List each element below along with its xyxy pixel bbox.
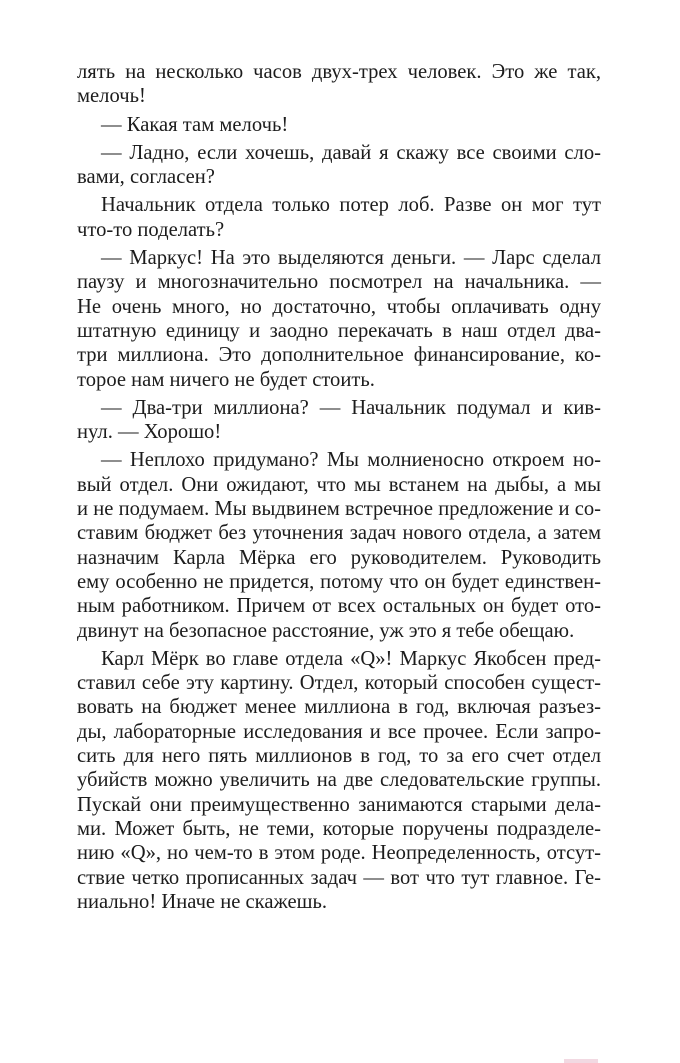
text-line: торое нам ничего не будет стоить. xyxy=(77,368,375,391)
text-line: нул. — Хорошо! xyxy=(77,421,222,444)
text-line: сить для него пять миллионов в год, то за его счет отдел xyxy=(77,745,601,768)
page-edge-mark xyxy=(564,1059,598,1063)
text-line: Начальник отдела только потер лоб. Разве он мог тут xyxy=(101,194,601,217)
text-line: двинут на безопасное расстояние, уж это я тебе обещаю. xyxy=(77,619,575,642)
text-line: назначим Карла Мёрка его руководителем. Руководить xyxy=(77,546,601,569)
text-line: вовать на бюджет менее миллиона в год, включая разъез- xyxy=(77,696,601,719)
text-line: ным работником. Причем от всех остальных он будет ото- xyxy=(77,595,601,618)
text-line: ствие четко прописанных задач — вот что тут главное. Ге- xyxy=(77,866,601,889)
body-text xyxy=(77,60,601,914)
text-line: лять на несколько часов двух-трех человек. Это же так, xyxy=(77,61,601,83)
text-line: три миллиона. Это дополнительное финансирование, ко- xyxy=(77,344,601,367)
text-line: — Маркус! На это выделяются деньги. — Ларс сделал xyxy=(101,247,601,270)
text-line: Пускай они преимущественно занимаются старыми дела- xyxy=(77,793,601,816)
text-line: — Ладно, если хочешь, давай я скажу все своими сло- xyxy=(101,141,601,164)
text-line: Карл Мёрк во главе отдела «Q»! Маркус Якобсен пред- xyxy=(101,647,601,670)
text-line: ды, лабораторные исследования и все прочее. Если запро- xyxy=(77,720,601,743)
text-line: ниально! Иначе не скажешь. xyxy=(77,890,327,913)
text-line: Не очень много, но достаточно, чтобы оплачивать одну xyxy=(77,295,601,318)
text-line: ставим бюджет без уточнения задач нового отдела, а затем xyxy=(77,522,601,545)
text-line: вый отдел. Они ожидают, что мы встанем на дыбы, а мы xyxy=(77,473,601,496)
text-line: нию «Q», но чем-то в этом роде. Неопределенность, отсут- xyxy=(77,842,601,865)
text-line: — Какая там мелочь! xyxy=(101,113,289,136)
text-line: — Два-три миллиона? — Начальник подумал и кив- xyxy=(101,396,601,419)
text-line: и не подумаем. Мы выдвинем встречное предложение и со- xyxy=(77,498,601,521)
text-line: вами, согласен? xyxy=(77,166,215,189)
text-line: убийств можно увеличить на две следовательские группы. xyxy=(77,769,601,792)
text-line: — Неплохо придумано? Мы молниеносно откроем но- xyxy=(101,449,601,472)
text-line: ему особенно не придется, потому что он будет единствен- xyxy=(77,570,601,593)
text-line: ставил себе эту картину. Отдел, который способен сущест- xyxy=(77,672,601,695)
text-line: паузу и многозначительно посмотрел на начальника. — xyxy=(77,271,601,294)
text-line: штатную единицу и заодно перекачать в наш отдел два- xyxy=(77,319,601,342)
text-line: мелочь! xyxy=(77,85,146,108)
text-line: что-то поделать? xyxy=(77,218,225,241)
text-line: ми. Может быть, не теми, которые поручены подразделе- xyxy=(77,817,601,840)
